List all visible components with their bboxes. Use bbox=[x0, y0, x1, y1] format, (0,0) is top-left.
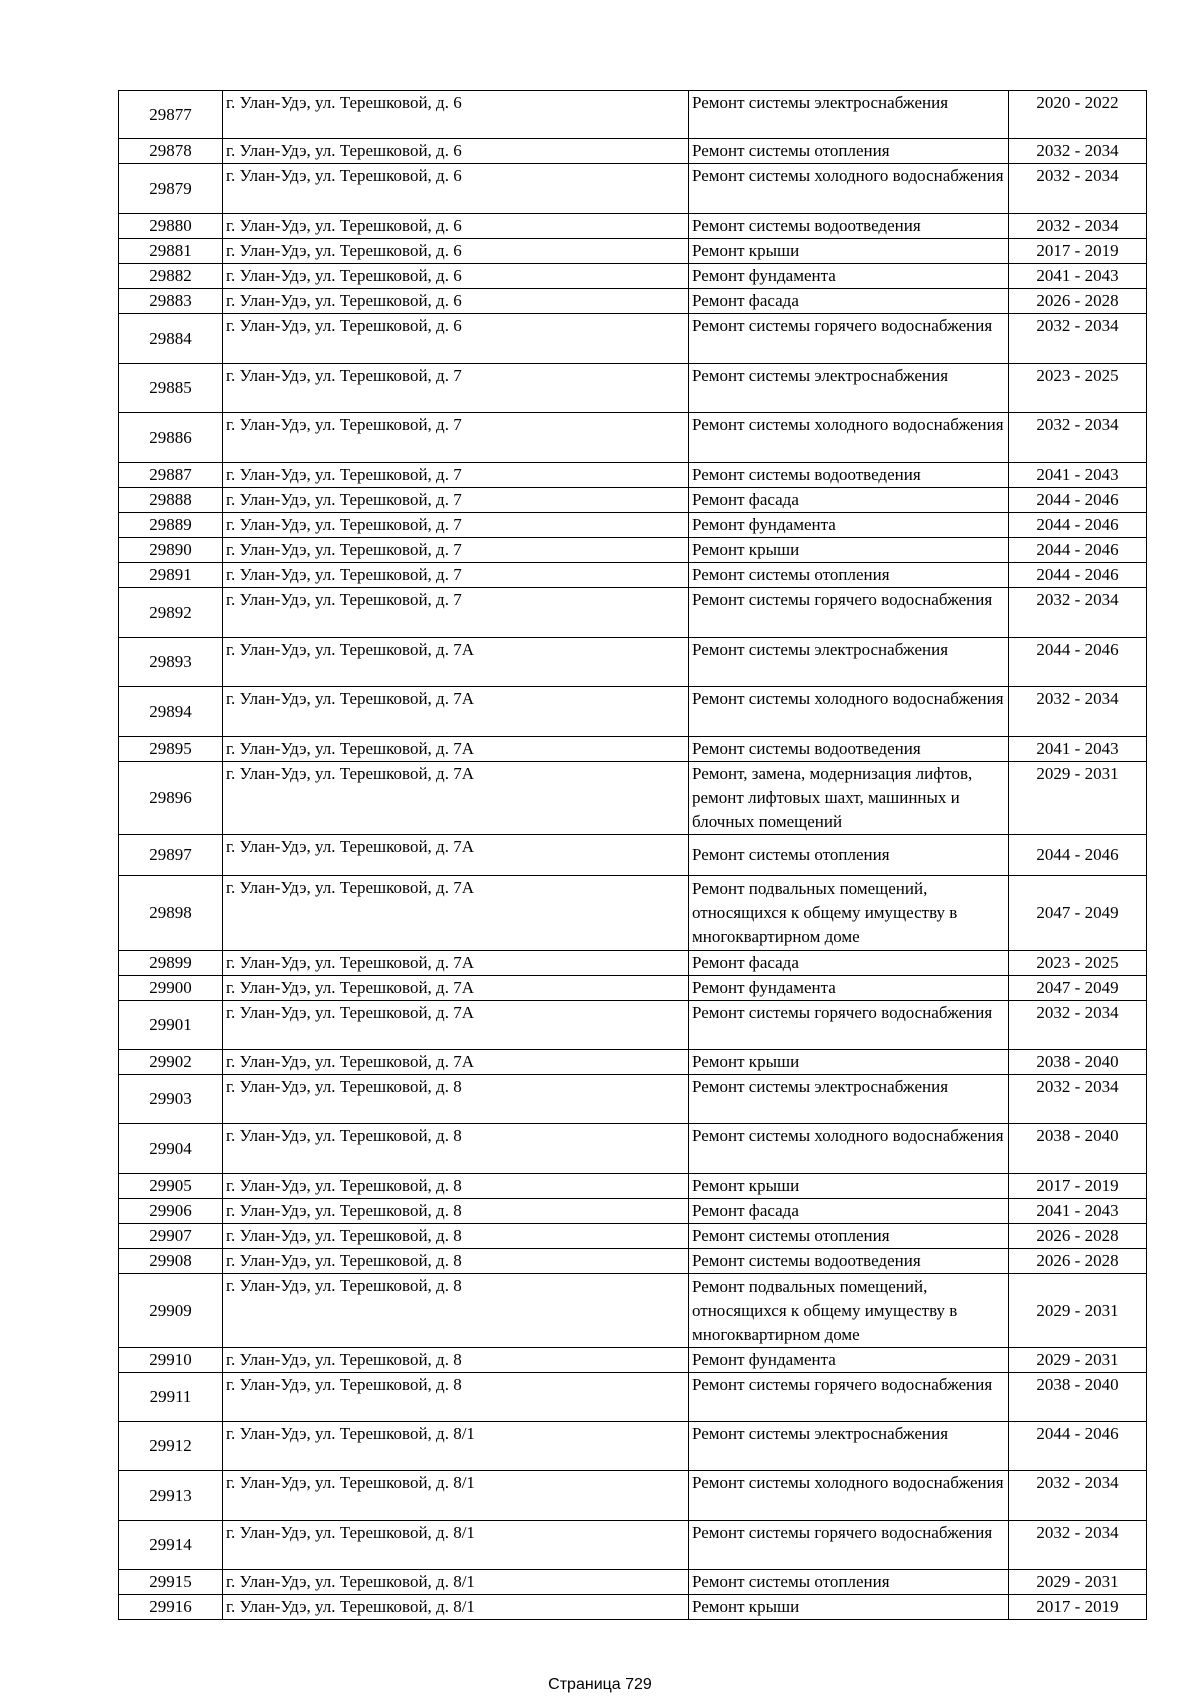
row-period: 2023 - 2025 bbox=[1009, 364, 1147, 413]
row-period: 2032 - 2034 bbox=[1009, 413, 1147, 463]
row-work: Ремонт системы отопления bbox=[689, 1570, 1009, 1595]
row-period: 2044 - 2046 bbox=[1009, 638, 1147, 687]
row-id: 29912 bbox=[119, 1422, 223, 1471]
table-row bbox=[119, 1471, 1147, 1521]
row-id: 29914 bbox=[119, 1521, 223, 1570]
row-id: 29888 bbox=[119, 488, 223, 513]
row-id: 29901 bbox=[119, 1001, 223, 1050]
row-period: 2041 - 2043 bbox=[1009, 463, 1147, 488]
row-id: 29902 bbox=[119, 1050, 223, 1075]
row-period: 2029 - 2031 bbox=[1009, 1274, 1147, 1348]
row-address: г. Улан-Удэ, ул. Терешковой, д. 8 bbox=[223, 1224, 689, 1249]
row-period: 2026 - 2028 bbox=[1009, 1224, 1147, 1249]
row-id: 29911 bbox=[119, 1373, 223, 1422]
row-period: 2032 - 2034 bbox=[1009, 687, 1147, 737]
row-address: г. Улан-Удэ, ул. Терешковой, д. 7А bbox=[223, 1001, 689, 1050]
row-work: Ремонт системы отопления bbox=[689, 563, 1009, 588]
row-period: 2017 - 2019 bbox=[1009, 1174, 1147, 1199]
row-work: Ремонт системы водоотведения bbox=[689, 737, 1009, 762]
table-row bbox=[119, 1174, 1147, 1199]
row-period: 2044 - 2046 bbox=[1009, 488, 1147, 513]
row-address: г. Улан-Удэ, ул. Терешковой, д. 6 bbox=[223, 214, 689, 239]
table-row bbox=[119, 976, 1147, 1001]
row-address: г. Улан-Удэ, ул. Терешковой, д. 8 bbox=[223, 1348, 689, 1373]
row-id: 29913 bbox=[119, 1471, 223, 1521]
row-id: 29894 bbox=[119, 687, 223, 737]
row-address: г. Улан-Удэ, ул. Терешковой, д. 6 bbox=[223, 239, 689, 264]
row-period: 2044 - 2046 bbox=[1009, 538, 1147, 563]
table-row bbox=[119, 951, 1147, 976]
table-row bbox=[119, 563, 1147, 588]
row-work: Ремонт, замена, модернизация лифтов, ремонт лифтовых шахт, машинных и блочных помещений bbox=[689, 762, 1009, 835]
row-address: г. Улан-Удэ, ул. Терешковой, д. 6 bbox=[223, 164, 689, 214]
row-address: г. Улан-Удэ, ул. Терешковой, д. 8 bbox=[223, 1075, 689, 1124]
row-address: г. Улан-Удэ, ул. Терешковой, д. 7А bbox=[223, 951, 689, 976]
row-address: г. Улан-Удэ, ул. Терешковой, д. 8/1 bbox=[223, 1471, 689, 1521]
row-work: Ремонт фундамента bbox=[689, 976, 1009, 1001]
row-period: 2047 - 2049 bbox=[1009, 876, 1147, 951]
row-work: Ремонт системы отопления bbox=[689, 139, 1009, 164]
row-address: г. Улан-Удэ, ул. Терешковой, д. 7 bbox=[223, 488, 689, 513]
row-id: 29883 bbox=[119, 289, 223, 314]
table-row bbox=[119, 289, 1147, 314]
row-work: Ремонт системы холодного водоснабжения bbox=[689, 687, 1009, 737]
row-work: Ремонт системы водоотведения bbox=[689, 214, 1009, 239]
row-address: г. Улан-Удэ, ул. Терешковой, д. 8/1 bbox=[223, 1521, 689, 1570]
row-address: г. Улан-Удэ, ул. Терешковой, д. 6 bbox=[223, 139, 689, 164]
row-id: 29909 bbox=[119, 1274, 223, 1348]
row-address: г. Улан-Удэ, ул. Терешковой, д. 8/1 bbox=[223, 1422, 689, 1471]
table-row bbox=[119, 264, 1147, 289]
row-work: Ремонт фасада bbox=[689, 488, 1009, 513]
row-period: 2041 - 2043 bbox=[1009, 264, 1147, 289]
row-id: 29885 bbox=[119, 364, 223, 413]
table-row bbox=[119, 762, 1147, 835]
table-row bbox=[119, 1348, 1147, 1373]
row-period: 2032 - 2034 bbox=[1009, 139, 1147, 164]
row-address: г. Улан-Удэ, ул. Терешковой, д. 7А bbox=[223, 737, 689, 762]
row-period: 2041 - 2043 bbox=[1009, 1199, 1147, 1224]
table-row bbox=[119, 1199, 1147, 1224]
table-row bbox=[119, 737, 1147, 762]
row-period: 2044 - 2046 bbox=[1009, 513, 1147, 538]
row-period: 2044 - 2046 bbox=[1009, 835, 1147, 876]
row-period: 2017 - 2019 bbox=[1009, 239, 1147, 264]
table-row bbox=[119, 1224, 1147, 1249]
table-row bbox=[119, 1075, 1147, 1124]
row-work: Ремонт фасада bbox=[689, 289, 1009, 314]
row-period: 2038 - 2040 bbox=[1009, 1373, 1147, 1422]
row-work: Ремонт системы холодного водоснабжения bbox=[689, 164, 1009, 214]
row-address: г. Улан-Удэ, ул. Терешковой, д. 8 bbox=[223, 1124, 689, 1174]
row-work: Ремонт системы холодного водоснабжения bbox=[689, 413, 1009, 463]
row-address: г. Улан-Удэ, ул. Терешковой, д. 8 bbox=[223, 1199, 689, 1224]
row-work: Ремонт фундамента bbox=[689, 513, 1009, 538]
table-row bbox=[119, 1001, 1147, 1050]
row-id: 29877 bbox=[119, 91, 223, 139]
row-id: 29910 bbox=[119, 1348, 223, 1373]
table-row bbox=[119, 164, 1147, 214]
row-work: Ремонт системы горячего водоснабжения bbox=[689, 1001, 1009, 1050]
table-row bbox=[119, 214, 1147, 239]
row-period: 2026 - 2028 bbox=[1009, 1249, 1147, 1274]
row-work: Ремонт системы отопления bbox=[689, 835, 1009, 876]
row-work: Ремонт крыши bbox=[689, 538, 1009, 563]
row-period: 2032 - 2034 bbox=[1009, 1001, 1147, 1050]
row-work: Ремонт системы холодного водоснабжения bbox=[689, 1471, 1009, 1521]
row-id: 29897 bbox=[119, 835, 223, 876]
row-id: 29900 bbox=[119, 976, 223, 1001]
table-row bbox=[119, 488, 1147, 513]
row-address: г. Улан-Удэ, ул. Терешковой, д. 7 bbox=[223, 563, 689, 588]
row-period: 2032 - 2034 bbox=[1009, 314, 1147, 364]
row-address: г. Улан-Удэ, ул. Терешковой, д. 7А bbox=[223, 835, 689, 876]
row-id: 29907 bbox=[119, 1224, 223, 1249]
row-address: г. Улан-Удэ, ул. Терешковой, д. 7 bbox=[223, 413, 689, 463]
row-id: 29891 bbox=[119, 563, 223, 588]
row-work: Ремонт крыши bbox=[689, 1050, 1009, 1075]
row-address: г. Улан-Удэ, ул. Терешковой, д. 8 bbox=[223, 1274, 689, 1348]
row-address: г. Улан-Удэ, ул. Терешковой, д. 6 bbox=[223, 314, 689, 364]
row-period: 2017 - 2019 bbox=[1009, 1595, 1147, 1620]
row-id: 29884 bbox=[119, 314, 223, 364]
row-id: 29903 bbox=[119, 1075, 223, 1124]
row-work: Ремонт системы холодного водоснабжения bbox=[689, 1124, 1009, 1174]
row-id: 29879 bbox=[119, 164, 223, 214]
row-address: г. Улан-Удэ, ул. Терешковой, д. 7 bbox=[223, 513, 689, 538]
row-work: Ремонт фасада bbox=[689, 1199, 1009, 1224]
row-address: г. Улан-Удэ, ул. Терешковой, д. 8/1 bbox=[223, 1595, 689, 1620]
page-number: Страница 729 bbox=[548, 1676, 652, 1693]
row-address: г. Улан-Удэ, ул. Терешковой, д. 7 bbox=[223, 588, 689, 638]
table-row bbox=[119, 364, 1147, 413]
row-id: 29892 bbox=[119, 588, 223, 638]
row-address: г. Улан-Удэ, ул. Терешковой, д. 7А bbox=[223, 762, 689, 835]
table-body bbox=[119, 91, 1147, 1620]
row-period: 2044 - 2046 bbox=[1009, 563, 1147, 588]
row-id: 29890 bbox=[119, 538, 223, 563]
row-address: г. Улан-Удэ, ул. Терешковой, д. 8 bbox=[223, 1174, 689, 1199]
row-id: 29882 bbox=[119, 264, 223, 289]
row-id: 29906 bbox=[119, 1199, 223, 1224]
row-work: Ремонт системы электроснабжения bbox=[689, 638, 1009, 687]
table-row bbox=[119, 139, 1147, 164]
row-id: 29916 bbox=[119, 1595, 223, 1620]
row-work: Ремонт системы электроснабжения bbox=[689, 1075, 1009, 1124]
table-row bbox=[119, 413, 1147, 463]
table-row bbox=[119, 1249, 1147, 1274]
row-address: г. Улан-Удэ, ул. Терешковой, д. 6 bbox=[223, 264, 689, 289]
row-work: Ремонт крыши bbox=[689, 1174, 1009, 1199]
row-address: г. Улан-Удэ, ул. Терешковой, д. 7 bbox=[223, 364, 689, 413]
row-work: Ремонт фундамента bbox=[689, 1348, 1009, 1373]
row-address: г. Улан-Удэ, ул. Терешковой, д. 8 bbox=[223, 1373, 689, 1422]
table-row bbox=[119, 314, 1147, 364]
row-work: Ремонт системы водоотведения bbox=[689, 1249, 1009, 1274]
table-row bbox=[119, 1274, 1147, 1348]
row-id: 29899 bbox=[119, 951, 223, 976]
row-period: 2020 - 2022 bbox=[1009, 91, 1147, 139]
row-address: г. Улан-Удэ, ул. Терешковой, д. 7 bbox=[223, 463, 689, 488]
table-row bbox=[119, 513, 1147, 538]
row-address: г. Улан-Удэ, ул. Терешковой, д. 7А bbox=[223, 687, 689, 737]
row-id: 29896 bbox=[119, 762, 223, 835]
row-period: 2032 - 2034 bbox=[1009, 1521, 1147, 1570]
row-period: 2029 - 2031 bbox=[1009, 1570, 1147, 1595]
row-period: 2026 - 2028 bbox=[1009, 289, 1147, 314]
table-row bbox=[119, 687, 1147, 737]
row-period: 2038 - 2040 bbox=[1009, 1050, 1147, 1075]
row-work: Ремонт подвальных помещений, относящихся к общему имуществу в многоквартирном доме bbox=[689, 876, 1009, 951]
row-address: г. Улан-Удэ, ул. Терешковой, д. 8/1 bbox=[223, 1570, 689, 1595]
row-work: Ремонт системы электроснабжения bbox=[689, 91, 1009, 139]
row-id: 29889 bbox=[119, 513, 223, 538]
row-id: 29887 bbox=[119, 463, 223, 488]
work-schedule-table bbox=[118, 90, 1147, 1620]
row-period: 2044 - 2046 bbox=[1009, 1422, 1147, 1471]
row-work: Ремонт системы горячего водоснабжения bbox=[689, 588, 1009, 638]
row-period: 2023 - 2025 bbox=[1009, 951, 1147, 976]
row-id: 29881 bbox=[119, 239, 223, 264]
table-row bbox=[119, 835, 1147, 876]
row-work: Ремонт подвальных помещений, относящихся к общему имуществу в многоквартирном доме bbox=[689, 1274, 1009, 1348]
row-period: 2032 - 2034 bbox=[1009, 1075, 1147, 1124]
row-period: 2032 - 2034 bbox=[1009, 164, 1147, 214]
row-id: 29915 bbox=[119, 1570, 223, 1595]
row-work: Ремонт системы электроснабжения bbox=[689, 1422, 1009, 1471]
row-period: 2032 - 2034 bbox=[1009, 588, 1147, 638]
row-period: 2038 - 2040 bbox=[1009, 1124, 1147, 1174]
table-row bbox=[119, 538, 1147, 563]
table-row bbox=[119, 1373, 1147, 1422]
table-row bbox=[119, 463, 1147, 488]
row-period: 2029 - 2031 bbox=[1009, 1348, 1147, 1373]
row-id: 29898 bbox=[119, 876, 223, 951]
table-row bbox=[119, 239, 1147, 264]
row-id: 29904 bbox=[119, 1124, 223, 1174]
table-row bbox=[119, 91, 1147, 139]
row-work: Ремонт фундамента bbox=[689, 264, 1009, 289]
row-work: Ремонт системы водоотведения bbox=[689, 463, 1009, 488]
row-address: г. Улан-Удэ, ул. Терешковой, д. 7А bbox=[223, 638, 689, 687]
row-id: 29908 bbox=[119, 1249, 223, 1274]
row-period: 2032 - 2034 bbox=[1009, 1471, 1147, 1521]
row-address: г. Улан-Удэ, ул. Терешковой, д. 7А bbox=[223, 1050, 689, 1075]
table-row bbox=[119, 876, 1147, 951]
row-address: г. Улан-Удэ, ул. Терешковой, д. 7А bbox=[223, 976, 689, 1001]
row-work: Ремонт системы горячего водоснабжения bbox=[689, 314, 1009, 364]
table-row bbox=[119, 1595, 1147, 1620]
table-row bbox=[119, 1124, 1147, 1174]
row-work: Ремонт фасада bbox=[689, 951, 1009, 976]
row-work: Ремонт крыши bbox=[689, 1595, 1009, 1620]
row-address: г. Улан-Удэ, ул. Терешковой, д. 7А bbox=[223, 876, 689, 951]
row-work: Ремонт крыши bbox=[689, 239, 1009, 264]
row-address: г. Улан-Удэ, ул. Терешковой, д. 8 bbox=[223, 1249, 689, 1274]
row-period: 2041 - 2043 bbox=[1009, 737, 1147, 762]
row-address: г. Улан-Удэ, ул. Терешковой, д. 6 bbox=[223, 289, 689, 314]
row-period: 2032 - 2034 bbox=[1009, 214, 1147, 239]
row-id: 29905 bbox=[119, 1174, 223, 1199]
row-id: 29893 bbox=[119, 638, 223, 687]
table-row bbox=[119, 638, 1147, 687]
table-row bbox=[119, 1521, 1147, 1570]
table-row bbox=[119, 1050, 1147, 1075]
row-work: Ремонт системы горячего водоснабжения bbox=[689, 1373, 1009, 1422]
table-row bbox=[119, 1570, 1147, 1595]
row-period: 2029 - 2031 bbox=[1009, 762, 1147, 835]
row-id: 29886 bbox=[119, 413, 223, 463]
table-row bbox=[119, 1422, 1147, 1471]
row-id: 29895 bbox=[119, 737, 223, 762]
row-id: 29880 bbox=[119, 214, 223, 239]
table-row bbox=[119, 588, 1147, 638]
row-period: 2047 - 2049 bbox=[1009, 976, 1147, 1001]
row-address: г. Улан-Удэ, ул. Терешковой, д. 7 bbox=[223, 538, 689, 563]
row-work: Ремонт системы отопления bbox=[689, 1224, 1009, 1249]
row-id: 29878 bbox=[119, 139, 223, 164]
row-work: Ремонт системы электроснабжения bbox=[689, 364, 1009, 413]
row-address: г. Улан-Удэ, ул. Терешковой, д. 6 bbox=[223, 91, 689, 139]
row-work: Ремонт системы горячего водоснабжения bbox=[689, 1521, 1009, 1570]
